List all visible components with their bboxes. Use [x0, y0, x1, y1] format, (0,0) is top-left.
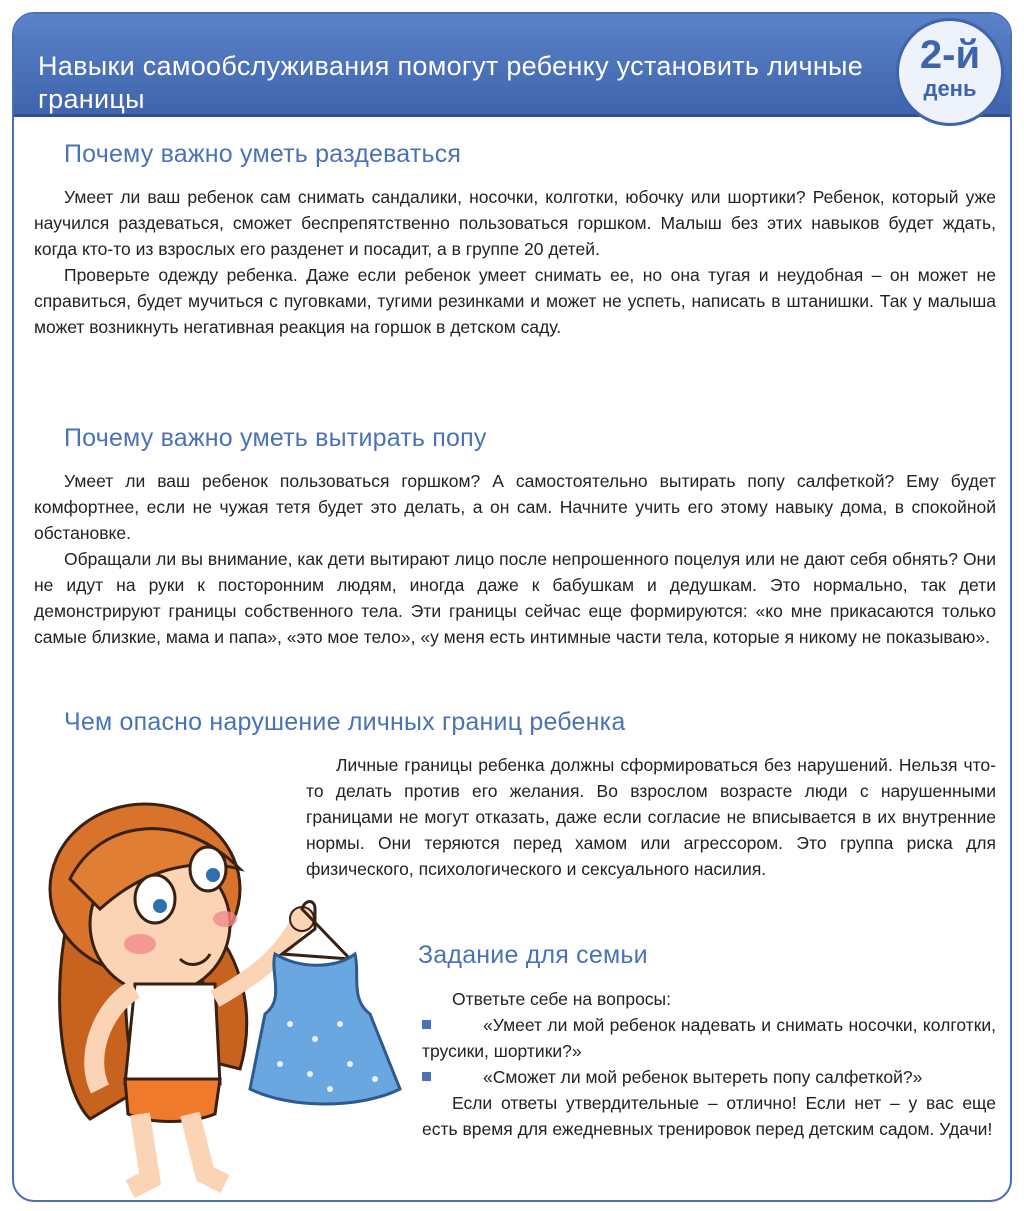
paragraph: Умеет ли ваш ребенок пользоваться горшком? А самостоятельно вытирать попу салфеткой? Ему будет комфортнее, если не чужая тетя будет это делать, а он сам. Начните учить его этому навыку дома, в спокойной обстановке.	[34, 471, 996, 543]
paragraph: Проверьте одежду ребенка. Даже если ребенок умеет снимать ее, но она тугая и неудобная – он может не справиться, будет мучиться с пуговками, тугими резинками и может не успеть, написать в штанишки. Так у малыша может возникнуть негативная реакция на горшок в детском саду.	[34, 265, 996, 337]
header-banner	[14, 14, 1010, 117]
paragraph: Обращали ли вы внимание, как дети вытирают лицо после непрошенного поцелуя или не дают себя обнять? Они не идут на руки к посторонним людям, иногда даже к бабушкам и дедушкам. Это нормально, так дети демонстрируют границы собственного тела. Эти границы сейчас еще формируются: «ко мне прикасаются только самые близкие, мама и папа», «это мое тело», «у меня есть интимные части тела, которые я никому не показываю».	[34, 549, 996, 647]
task-question-text: «Умеет ли мой ребенок надевать и снимать носочки, колготки, трусики, шортики?»	[422, 1015, 996, 1061]
day-label: день	[923, 76, 977, 101]
section-wiping-text	[34, 468, 996, 650]
square-bullet-icon	[422, 1072, 431, 1081]
page-frame	[12, 12, 1012, 1202]
section-title-undressing: Почему важно уметь раздеваться	[64, 140, 462, 168]
paragraph: Личные границы ребенка должны сформироваться без нарушений. Нельзя что-то делать против его желания. Во взрослом возрасте люди с нарушенными границами не могут отказать, даже если согласие не вписывается в их внутренние нормы. Они теряются перед хамом или агрессором. Это группа риска для физического, психологического и сексуального насилия.	[306, 755, 996, 879]
day-badge	[896, 18, 1004, 126]
square-bullet-icon	[422, 1020, 431, 1029]
section-title-wiping: Почему важно уметь вытирать попу	[64, 424, 487, 452]
task-block	[422, 986, 996, 1142]
page-title: Навыки самообслуживания помогут ребенку установить личные границы	[38, 51, 864, 115]
paragraph: Умеет ли ваш ребенок сам снимать сандалики, носочки, колготки, юбочку или шортики? Ребенок, который уже научился раздеваться, сможет беспрепятственно пользоваться горшком. Малыш без этих навыков будет ждать, когда кто-то из взрослых его разденет и посадит, а в группе 20 детей.	[34, 187, 996, 259]
task-question	[422, 1064, 996, 1090]
section-undressing-text	[34, 184, 996, 340]
task-question-list	[422, 1012, 996, 1090]
task-intro: Ответьте себе на вопросы:	[452, 989, 671, 1009]
task-question-text: «Сможет ли мой ребенок вытереть попу салфеткой?»	[483, 1067, 923, 1087]
task-question	[422, 1012, 996, 1064]
task-title: Задание для семьи	[418, 941, 648, 969]
section-title-boundaries: Чем опасно нарушение личных границ ребенка	[64, 708, 626, 736]
girl-with-dress-illustration	[30, 759, 410, 1199]
task-outro: Если ответы утвердительные – отлично! Если нет – у вас еще есть время для ежедневных тренировок перед детским садом. Удачи!	[422, 1093, 996, 1139]
day-number: 2-й	[919, 33, 981, 77]
